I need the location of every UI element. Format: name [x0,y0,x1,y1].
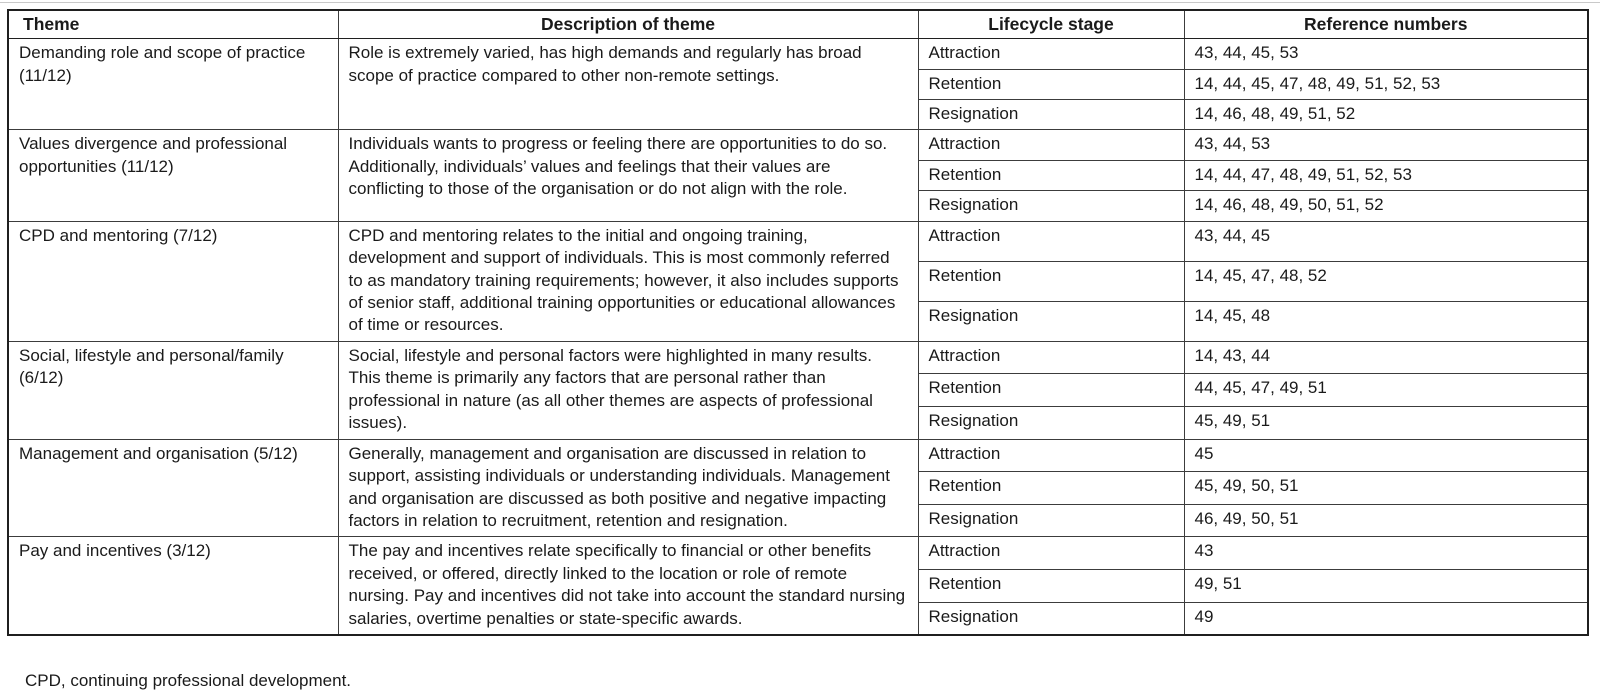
theme-cell: Values divergence and professional opportunities (11/12) [8,130,338,221]
stage-cell: Resignation [918,191,1184,221]
refs-cell: 14, 45, 47, 48, 52 [1184,261,1588,301]
header-description: Description of theme [338,10,918,39]
stage-cell: Retention [918,472,1184,505]
refs-cell: 43, 44, 45, 53 [1184,39,1588,69]
header-lifecycle-stage: Lifecycle stage [918,10,1184,39]
refs-cell: 43, 44, 45 [1184,221,1588,261]
refs-cell: 45 [1184,439,1588,472]
stage-cell: Resignation [918,504,1184,537]
stage-cell: Attraction [918,39,1184,69]
stage-cell: Retention [918,69,1184,99]
description-cell: Individuals wants to progress or feeling there are opportunities to do so. Additionally, individuals’ values and feelings that their values are conflicting to those of the organisation or do not align with the role. [338,130,918,221]
table-row [8,537,1588,570]
refs-cell: 45, 49, 51 [1184,407,1588,440]
stage-cell: Attraction [918,130,1184,160]
refs-cell: 49, 51 [1184,569,1588,602]
refs-cell: 14, 44, 45, 47, 48, 49, 51, 52, 53 [1184,69,1588,99]
theme-cell: Demanding role and scope of practice (11/12) [8,39,338,130]
stage-cell: Resignation [918,602,1184,635]
refs-cell: 43 [1184,537,1588,570]
table-row [8,439,1588,472]
refs-cell: 14, 46, 48, 49, 50, 51, 52 [1184,191,1588,221]
header-row [8,10,1588,39]
refs-cell: 46, 49, 50, 51 [1184,504,1588,537]
stage-cell: Attraction [918,221,1184,261]
refs-cell: 45, 49, 50, 51 [1184,472,1588,505]
stage-cell: Resignation [918,301,1184,341]
table-row [8,221,1588,261]
theme-cell: Social, lifestyle and personal/family (6/12) [8,341,338,439]
header-theme: Theme [8,10,338,39]
stage-cell: Resignation [918,99,1184,129]
table-row [8,341,1588,374]
description-cell: CPD and mentoring relates to the initial and ongoing training, development and support of individuals. This is most commonly referred to as mandatory training requirements; however, it also includes supports of senior staff, additional training opportunities or educational allowances of time or resources. [338,221,918,341]
stage-cell: Attraction [918,537,1184,570]
refs-cell: 44, 45, 47, 49, 51 [1184,374,1588,407]
description-cell: The pay and incentives relate specifically to financial or other benefits received, or offered, directly linked to the location or role of remote nursing. Pay and incentives did not take into account the standard nursing salaries, overtime penalties or state-specific awards. [338,537,918,635]
table-footnote: CPD, continuing professional development. [25,671,352,690]
theme-cell: Pay and incentives (3/12) [8,537,338,635]
description-cell: Social, lifestyle and personal factors were highlighted in many results. This theme is primarily any factors that are personal rather than professional in nature (as all other themes are aspects of professional issues). [338,341,918,439]
refs-cell: 14, 43, 44 [1184,341,1588,374]
refs-cell: 14, 44, 47, 48, 49, 51, 52, 53 [1184,160,1588,190]
refs-cell: 14, 46, 48, 49, 51, 52 [1184,99,1588,129]
stage-cell: Retention [918,374,1184,407]
description-cell: Role is extremely varied, has high demands and regularly has broad scope of practice compared to other non-remote settings. [338,39,918,130]
stage-cell: Attraction [918,439,1184,472]
refs-cell: 49 [1184,602,1588,635]
stage-cell: Retention [918,261,1184,301]
themes-table [7,9,1589,636]
stage-cell: Attraction [918,341,1184,374]
theme-cell: CPD and mentoring (7/12) [8,221,338,341]
stage-cell: Resignation [918,407,1184,440]
table-row [8,130,1588,160]
table-row [8,39,1588,69]
top-divider [0,2,1600,3]
description-cell: Generally, management and organisation are discussed in relation to support, assisting individuals or understanding individuals. Management and organisation are discussed as both positive and negative impacting factors in relation to recruitment, retention and resignation. [338,439,918,537]
theme-cell: Management and organisation (5/12) [8,439,338,537]
refs-cell: 14, 45, 48 [1184,301,1588,341]
refs-cell: 43, 44, 53 [1184,130,1588,160]
stage-cell: Retention [918,569,1184,602]
stage-cell: Retention [918,160,1184,190]
header-reference-numbers: Reference numbers [1184,10,1588,39]
